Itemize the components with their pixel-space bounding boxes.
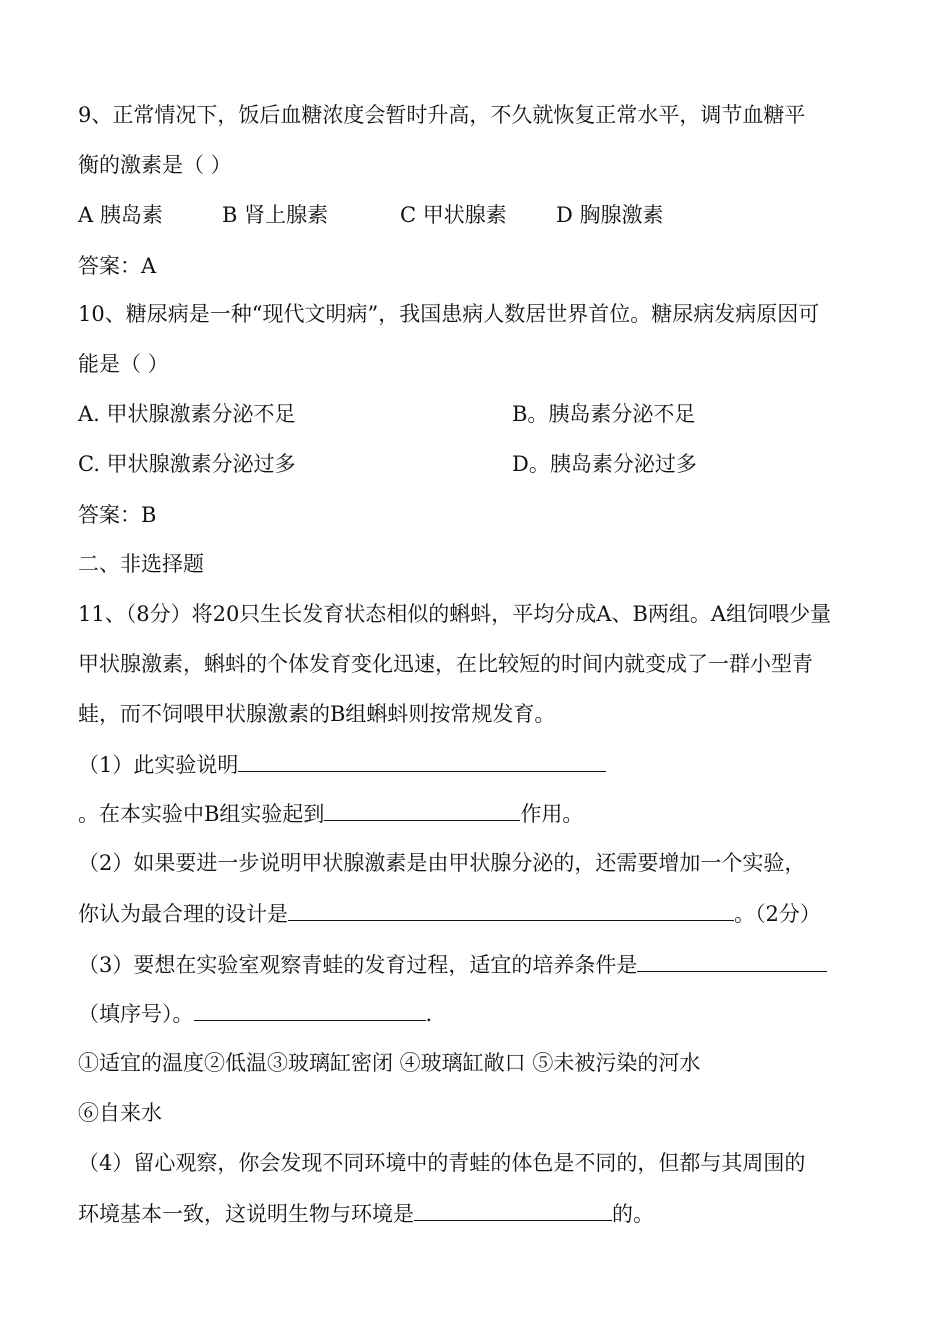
q11-part2-line2-suffix: 。（2分） [734, 902, 821, 926]
section-title: 二、非选择题 [78, 552, 204, 576]
q11-part2-blank[interactable] [288, 900, 734, 921]
q9-option-c: C 甲状腺素 [400, 203, 507, 227]
q11-part1-line2-suffix: 作用。 [520, 802, 584, 826]
q10-options-row2 [78, 451, 878, 477]
q11-part3-line2-prefix: （填序号）。 [78, 1002, 194, 1026]
q11-part4-line1: （4）留心观察，你会发现不同环境中的青蛙的体色是不同的，但都与其周围的 [78, 1151, 806, 1175]
q11-part1-line2 [78, 800, 583, 826]
q9-options [78, 202, 664, 228]
q11-part3-blank1[interactable] [637, 951, 827, 972]
q10-stem-line1: 10、糖尿病是一种“现代文明病”，我国患病人数居世界首位。糖尿病发病原因可 [78, 302, 820, 326]
q10-option-d: D。胰岛素分泌过多 [512, 452, 697, 476]
q11-part1-blank1[interactable] [238, 751, 606, 772]
q11-stem-line3: 蛙，而不饲喂甲状腺激素的B组蝌蚪则按常规发育。 [78, 702, 556, 726]
q9-answer: 答案：A [78, 254, 157, 278]
q11-part2-line1: （2）如果要进一步说明甲状腺激素是由甲状腺分泌的，还需要增加一个实验， [78, 851, 806, 875]
q10-option-c: C. 甲状腺激素分泌过多 [78, 452, 296, 476]
q11-part1-line2-prefix: 。在本实验中B组实验起到 [78, 802, 325, 826]
q9-option-d: D 胸腺激素 [556, 203, 664, 227]
q11-stem-line1: 11、（8分）将20只生长发育状态相似的蝌蚪，平均分成A、B两组。A组饲喂少量 [78, 602, 832, 626]
q10-option-b: B。胰岛素分泌不足 [512, 402, 696, 426]
q11-part4-blank[interactable] [414, 1200, 612, 1221]
q11-part3-line2 [78, 1000, 432, 1026]
q11-part3-line1-prefix: （3）要想在实验室观察青蛙的发育过程，适宜的培养条件是 [78, 953, 638, 977]
q11-part3-line1 [78, 951, 827, 977]
q11-part1-prefix: （1）此实验说明 [78, 753, 239, 777]
q11-part3-line2-suffix: . [425, 1002, 433, 1026]
q9-stem-line1: 9、正常情况下，饭后血糖浓度会暂时升高，不久就恢复正常水平，调节血糖平 [78, 103, 806, 127]
q11-part4-line2-prefix: 环境基本一致，这说明生物与环境是 [78, 1202, 414, 1226]
q10-options-row1 [78, 401, 878, 427]
q11-part2-line2 [78, 900, 821, 926]
q11-part4-line2-suffix: 的。 [612, 1202, 654, 1226]
q11-part1-line1 [78, 751, 606, 777]
q9-option-a: A 胰岛素 [78, 203, 163, 227]
q9-stem-line2: 衡的激素是（ ） [78, 153, 232, 177]
q10-option-a: A. 甲状腺激素分泌不足 [78, 402, 296, 426]
q10-stem-line2: 能是（ ） [78, 352, 169, 376]
q9-option-b: B 肾上腺素 [222, 203, 329, 227]
q11-part3-blank2[interactable] [194, 1000, 426, 1021]
q11-choices-line2: ⑥自来水 [78, 1101, 162, 1125]
q11-choices-line1: ①适宜的温度②低温③玻璃缸密闭 ④玻璃缸敞口 ⑤未被污染的河水 [78, 1051, 701, 1075]
q11-part2-line2-prefix: 你认为最合理的设计是 [78, 902, 288, 926]
q11-part1-blank2[interactable] [324, 800, 520, 821]
q10-answer: 答案：B [78, 503, 157, 527]
q11-stem-line2: 甲状腺激素，蝌蚪的个体发育变化迅速，在比较短的时间内就变成了一群小型青 [78, 652, 813, 676]
q11-part4-line2 [78, 1200, 654, 1226]
